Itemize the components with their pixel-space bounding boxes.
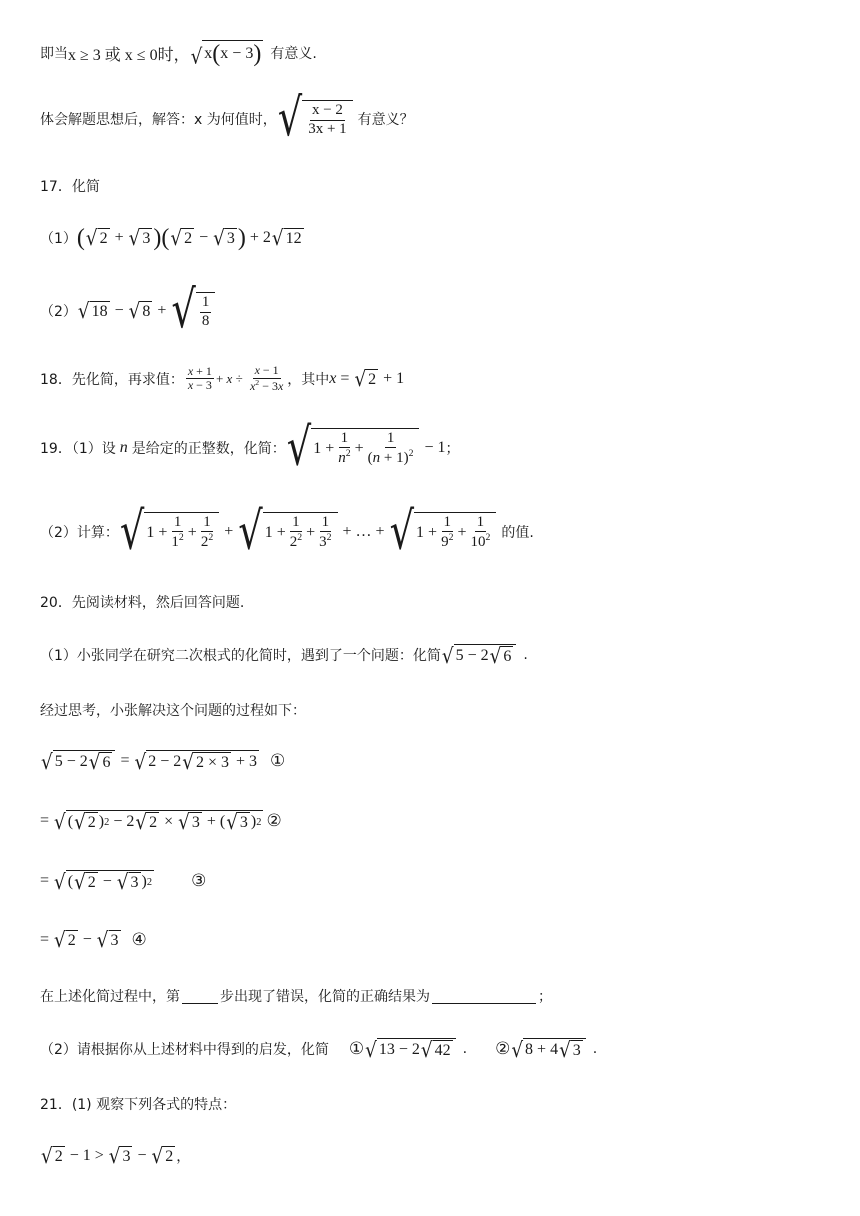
q20-title: 20．先阅读材料，然后回答问题. <box>40 595 245 611</box>
expr-17-1: ( √ 2 + √ 3 ) ( √ 2 − √ 3 ) + 2 √ 12 <box>76 225 302 251</box>
q17-part2 <box>40 279 216 341</box>
expr-20-target: √ 5 − 2 √ 6 <box>441 644 517 666</box>
q18-where: ，其中 <box>287 371 330 388</box>
q19-label: 19．（1）设 <box>40 440 116 457</box>
step-marker-1: ① <box>270 751 286 771</box>
task-text: 体会解题思想后，解答：x 为何值时， <box>40 112 277 129</box>
expr-20-c2: √ 8 + 4 √ 3 <box>510 1038 586 1060</box>
q18-title: 18．先化简，再求值： <box>40 371 184 388</box>
expr-21: √ 2 − 1 > √ 3 − √ 2 <box>41 1144 174 1169</box>
q20-p2: 经过思考，小张解决这个问题的过程如下： <box>40 703 306 719</box>
step-1: √ 5 − 2 √ 6 = √ 2 − 2 √ 2 × 3 + 3 ① <box>41 750 286 775</box>
step-2: = √ ( √ 2 ) 2 − 2 √ 2 × √ 3 + ( √ 3 ) 2 ② <box>40 810 282 835</box>
q20-fill <box>40 986 552 1006</box>
step-3: = √ ( √ 2 − √ 3 ) 2 ③ <box>40 870 207 895</box>
circle-1: ① <box>348 1039 365 1059</box>
circle-2: ② <box>495 1039 511 1059</box>
q19-p2-label: （2）计算： <box>40 524 119 541</box>
q21-title: 21．(1) 观察下列各式的特点： <box>40 1097 237 1113</box>
text-prefix: 即当 <box>40 46 68 62</box>
sqrt-x-x-minus-3: √ x ( x − 3 ) <box>190 41 262 69</box>
expr-18: $\frac{x + 1}{x - 3}$ + x ÷ $\frac{x - 1}{x^2 - 3x}$ <box>187 363 284 393</box>
condition-expr: x ≥ 3 或 x ≤ 0时， <box>68 46 190 64</box>
q19-text: 是给定的正整数，化简： <box>131 440 286 457</box>
q19-end: ； <box>445 440 460 457</box>
expr-19-1: √ 1 + $\frac{1}{n^2}$ + $\frac{1}{(n + 1)^2}$ − 1 <box>286 417 446 478</box>
step-marker-2: ② <box>266 811 282 831</box>
fill-text-c: ； <box>538 989 552 1005</box>
step-blank[interactable] <box>182 989 218 1004</box>
expr-19-2: √ 1 + $\frac{1}{1^2}$ + $\frac{1}{2^2}$ + √ 1 + $\frac{1}{2^2}$ + $\frac{1}{3^2}$ + … + √ 1 + $\frac{1}{9^2}$ + $\frac{1}{10^2}$ <box>119 512 497 552</box>
q18 <box>40 364 404 394</box>
q20-p1-end: . <box>523 647 528 663</box>
step-marker-4: ④ <box>131 930 147 950</box>
step-4: = √ 2 − √ 3 ④ <box>40 928 147 953</box>
part-label: （1） <box>40 231 77 247</box>
step-marker-3: ③ <box>191 871 207 891</box>
q19-part2 <box>40 501 534 562</box>
fill-text-b: 步出现了错误，化简的正确结果为 <box>220 989 430 1005</box>
dot-2: . <box>592 1041 598 1057</box>
fill-text-a: 在上述化简过程中，第 <box>40 989 180 1005</box>
var-n: n <box>115 438 132 456</box>
q17-title: 17．化简 <box>40 179 100 195</box>
expr-17-2: √ 18 − √ 8 + √ $\frac{1}{8}$ <box>77 292 216 330</box>
frac-num: x − 2 <box>310 102 345 120</box>
text-suffix: 有意义. <box>270 46 317 62</box>
q21-end: ， <box>176 1149 191 1165</box>
part-label: （2） <box>40 304 77 321</box>
q21-expr-line <box>40 1144 191 1169</box>
expr-18-x: x = √ 2 + 1 <box>329 366 405 391</box>
q17-part1 <box>40 226 305 250</box>
task-suffix: 有意义？ <box>357 112 414 129</box>
q19-p2-end: 的值. <box>501 524 534 541</box>
line-condition <box>40 40 317 69</box>
expr-20-c1: √ 13 − 2 √ 42 <box>364 1038 456 1060</box>
sqrt-fraction: √ $\frac{x - 2}{3x + 1}$ <box>277 100 354 138</box>
frac-den: 3x + 1 <box>308 120 347 137</box>
q20-p3-text: （2）请根据你从上述材料中得到的启发，化简 <box>40 1042 329 1058</box>
q20-p1-text: （1）小张同学在研究二次根式的化简时，遇到了一个问题：化简 <box>40 648 441 664</box>
dot-1: . <box>462 1041 468 1057</box>
q20-p1 <box>40 644 528 669</box>
result-blank[interactable] <box>432 989 536 1004</box>
q20-p3 <box>40 1038 598 1063</box>
line-task <box>40 87 414 149</box>
q19-part1 <box>40 417 460 478</box>
